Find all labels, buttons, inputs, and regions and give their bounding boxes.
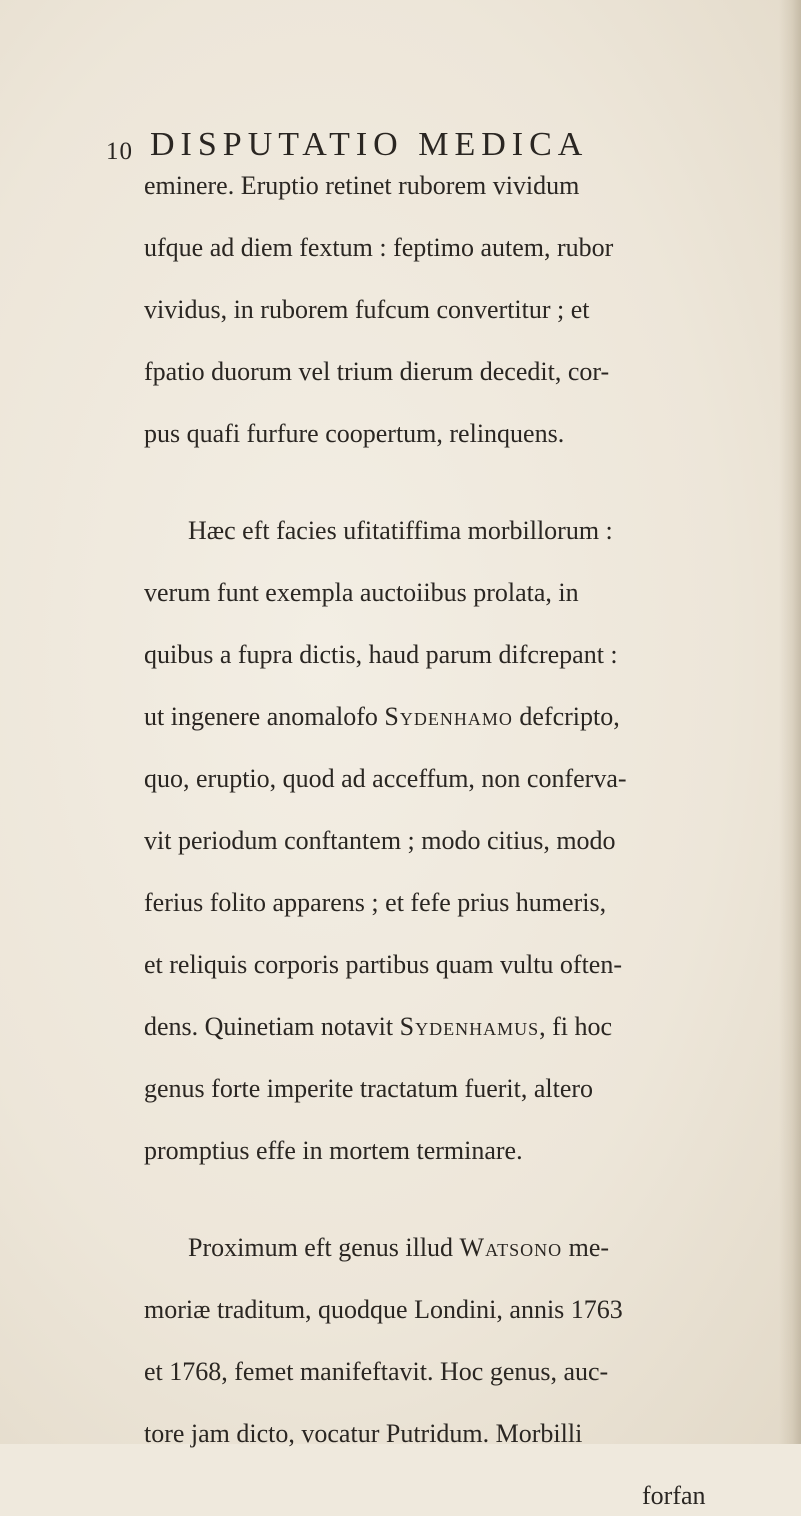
page-number: 10 [106, 138, 133, 165]
text-line: dens. Quinetiam notavit Sydenhamus, fi hoc [144, 1012, 613, 1041]
text-line: ufque ad diem fextum : feptimo autem, rubor [144, 233, 614, 262]
author-name: Sydenhamus [399, 1012, 540, 1041]
text-line: vit periodum conftantem ; modo citius, modo [144, 826, 616, 855]
text-line: fpatio duorum vel trium dierum decedit, cor- [144, 357, 610, 386]
text-line: quibus a fupra dictis, haud parum difcrepant : [144, 640, 618, 669]
paragraph-first-line: Hæc eft facies ufitatiffima morbillorum : [188, 516, 613, 545]
text-line: genus forte imperite tractatum fuerit, altero [144, 1074, 594, 1103]
page-header [106, 126, 746, 170]
text-line: tore jam dicto, vocatur Putridum. Morbilli [144, 1419, 583, 1448]
text-line: eminere. Eruptio retinet ruborem vividum [144, 171, 580, 200]
author-name: Sydenhamo [384, 702, 513, 731]
paragraph-first-line: Proximum eft genus illud Watsono me- [188, 1233, 610, 1262]
catchword: forfan [642, 1481, 706, 1510]
text-line: moriæ traditum, quodque Londini, annis 1763 [144, 1295, 623, 1324]
text-line: verum funt exempla auctoiibus prolata, in [144, 578, 579, 607]
text-line: ut ingenere anomalofo Sydenhamo defcripto, [144, 702, 620, 731]
page-edge-shadow [779, 0, 801, 1444]
author-name: Watsono [459, 1233, 563, 1262]
text-line: et 1768, femet manifeftavit. Hoc genus, auc- [144, 1357, 609, 1386]
text-line: et reliquis corporis partibus quam vultu often- [144, 950, 623, 979]
running-title: DISPUTATIO MEDICA [150, 126, 589, 163]
text-line: quo, eruptio, quod ad acceffum, non conferva- [144, 764, 627, 793]
text-line: pus quafi furfure coopertum, relinquens. [144, 419, 565, 448]
text-line: vividus, in ruborem fufcum convertitur ; et [144, 295, 590, 324]
text-line: ferius folito apparens ; et fefe prius humeris, [144, 888, 607, 917]
text-line: promptius effe in mortem terminare. [144, 1136, 523, 1165]
